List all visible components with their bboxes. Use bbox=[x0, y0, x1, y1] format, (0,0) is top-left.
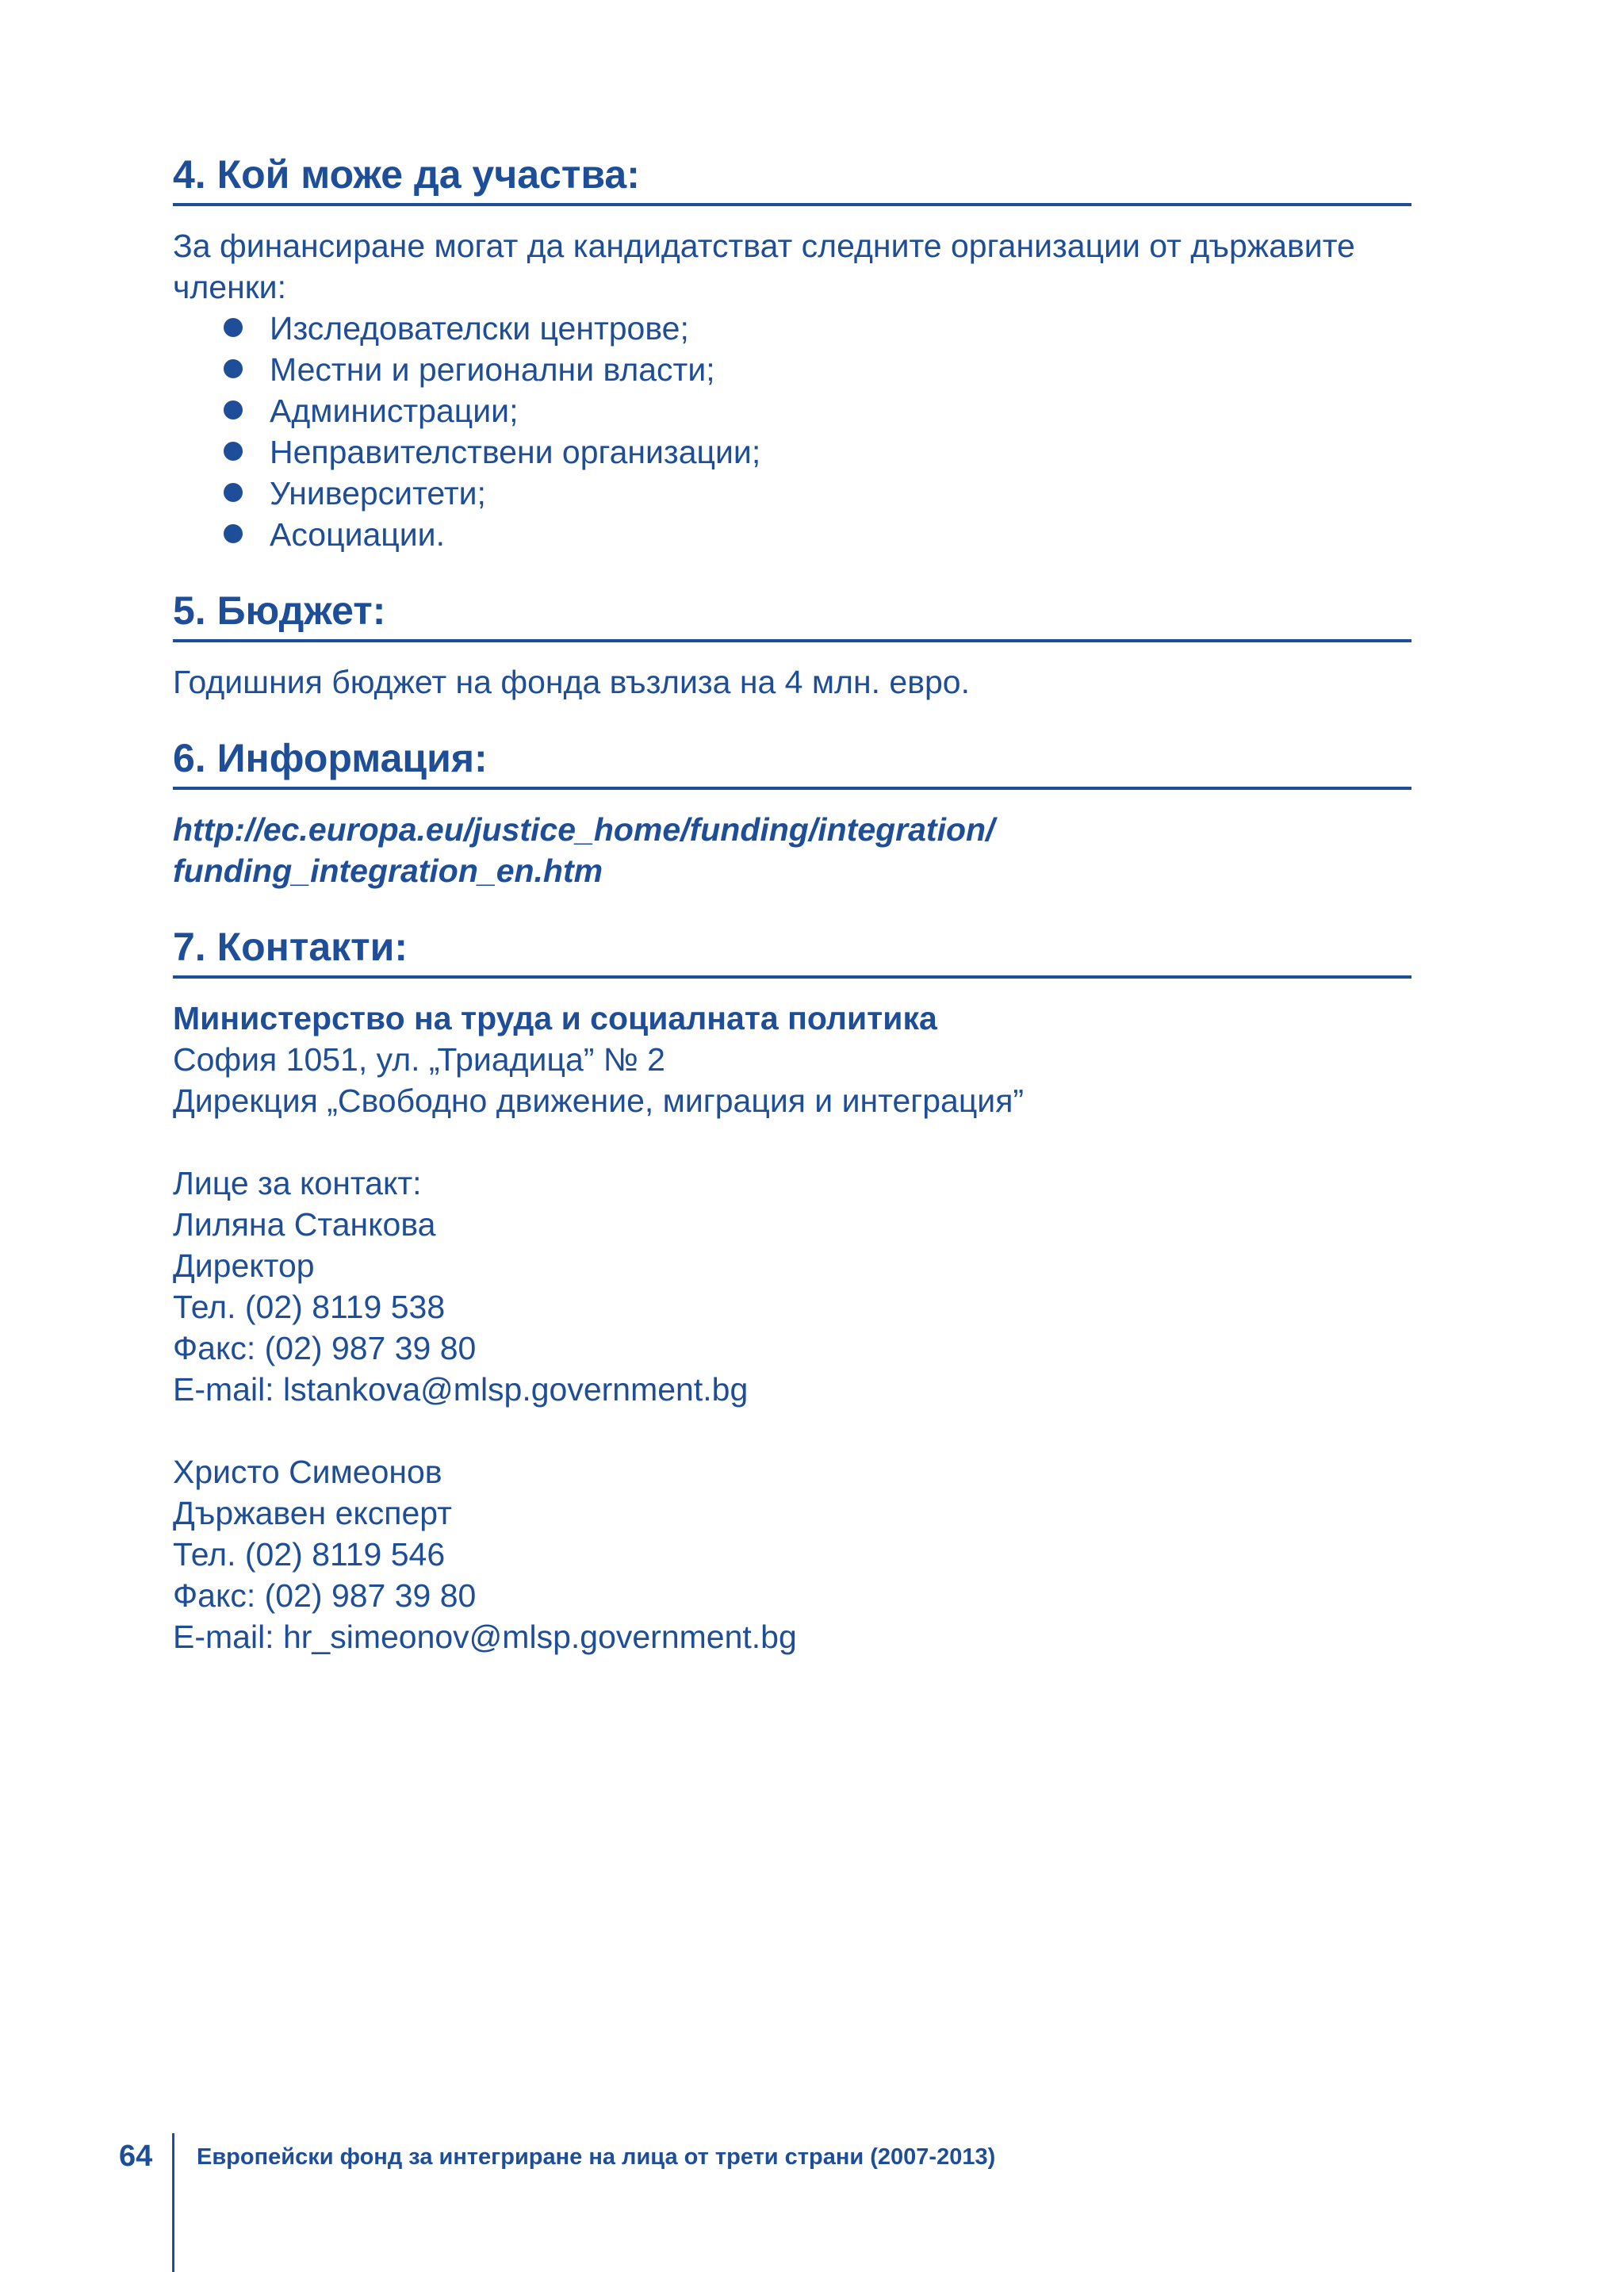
list-item-label: Местни и регионални власти; bbox=[270, 351, 715, 388]
contact-role: Държавен експерт bbox=[173, 1495, 452, 1531]
contact-name: Лиляна Станкова bbox=[173, 1206, 436, 1243]
participants-intro: За финансиране могат да кандидатстват следните организации от държавите членки: bbox=[173, 228, 1355, 305]
list-item bbox=[224, 431, 1411, 473]
contact-person bbox=[173, 1451, 1411, 1657]
list-item-label: Неправителствени организации; bbox=[270, 434, 761, 470]
list-item bbox=[224, 514, 1411, 555]
section-header bbox=[173, 151, 1411, 206]
bullet-icon bbox=[224, 483, 243, 502]
contact-role: Директор bbox=[173, 1247, 315, 1284]
page-number: 64 bbox=[119, 2140, 153, 2173]
list-item bbox=[224, 308, 1411, 349]
footer-divider bbox=[172, 2133, 174, 2272]
organization-directorate: Дирекция „Свободно движение, миграция и интеграция” bbox=[173, 1082, 1025, 1119]
information-section bbox=[173, 734, 1411, 891]
contact-phone: Тел. (02) 8119 546 bbox=[173, 1536, 446, 1573]
contact-phone: Тел. (02) 8119 538 bbox=[173, 1289, 446, 1325]
contact-name: Христо Симеонов bbox=[173, 1454, 442, 1490]
list-item-label: Университети; bbox=[270, 475, 486, 511]
info-link-line-1[interactable]: http://ec.europa.eu/justice_home/funding/integration/ bbox=[173, 811, 995, 848]
list-item-label: Асоциации. bbox=[270, 516, 445, 553]
spacer bbox=[173, 1410, 1411, 1451]
contact-email[interactable]: E-mail: lstankova@mlsp.government.bg bbox=[173, 1371, 749, 1408]
section-header bbox=[173, 923, 1411, 979]
participants-list bbox=[173, 308, 1411, 555]
contact-email[interactable]: E-mail: hr_simeonov@mlsp.government.bg bbox=[173, 1619, 797, 1655]
bullet-icon bbox=[224, 318, 243, 337]
bullet-icon bbox=[224, 524, 243, 543]
bullet-icon bbox=[224, 442, 243, 461]
list-item bbox=[224, 473, 1411, 514]
section-title: 5. Бюджет: bbox=[173, 588, 386, 633]
footer-title: Европейски фонд за интегриране на лица от трети страни (2007-2013) bbox=[197, 2144, 996, 2170]
organization-name: Министерство на труда и социалната политика bbox=[173, 1000, 937, 1036]
spacer bbox=[173, 1121, 1411, 1163]
bullet-icon bbox=[224, 400, 243, 420]
contact-fax: Факс: (02) 987 39 80 bbox=[173, 1330, 477, 1366]
section-title: 6. Информация: bbox=[173, 736, 488, 780]
section-header bbox=[173, 734, 1411, 790]
bullet-icon bbox=[224, 359, 243, 378]
contact-fax: Факс: (02) 987 39 80 bbox=[173, 1577, 477, 1614]
page-content bbox=[173, 151, 1411, 1689]
list-item bbox=[224, 390, 1411, 431]
contact-label: Лице за контакт: bbox=[173, 1165, 422, 1201]
section-header bbox=[173, 587, 1411, 642]
contact-person bbox=[173, 1204, 1411, 1410]
contacts-section bbox=[173, 923, 1411, 1657]
info-link-line-2[interactable]: funding_integration_en.htm bbox=[173, 852, 603, 889]
organization-address: София 1051, ул. „Триадица” № 2 bbox=[173, 1041, 665, 1078]
budget-text: Годишния бюджет на фонда възлиза на 4 млн. евро. bbox=[173, 664, 970, 700]
participants-section bbox=[173, 151, 1411, 555]
section-title: 4. Кой може да участва: bbox=[173, 152, 640, 197]
list-item bbox=[224, 349, 1411, 390]
list-item-label: Администрации; bbox=[270, 393, 519, 429]
budget-section bbox=[173, 587, 1411, 703]
list-item-label: Изследователски центрове; bbox=[270, 310, 689, 347]
section-title: 7. Контакти: bbox=[173, 925, 408, 969]
